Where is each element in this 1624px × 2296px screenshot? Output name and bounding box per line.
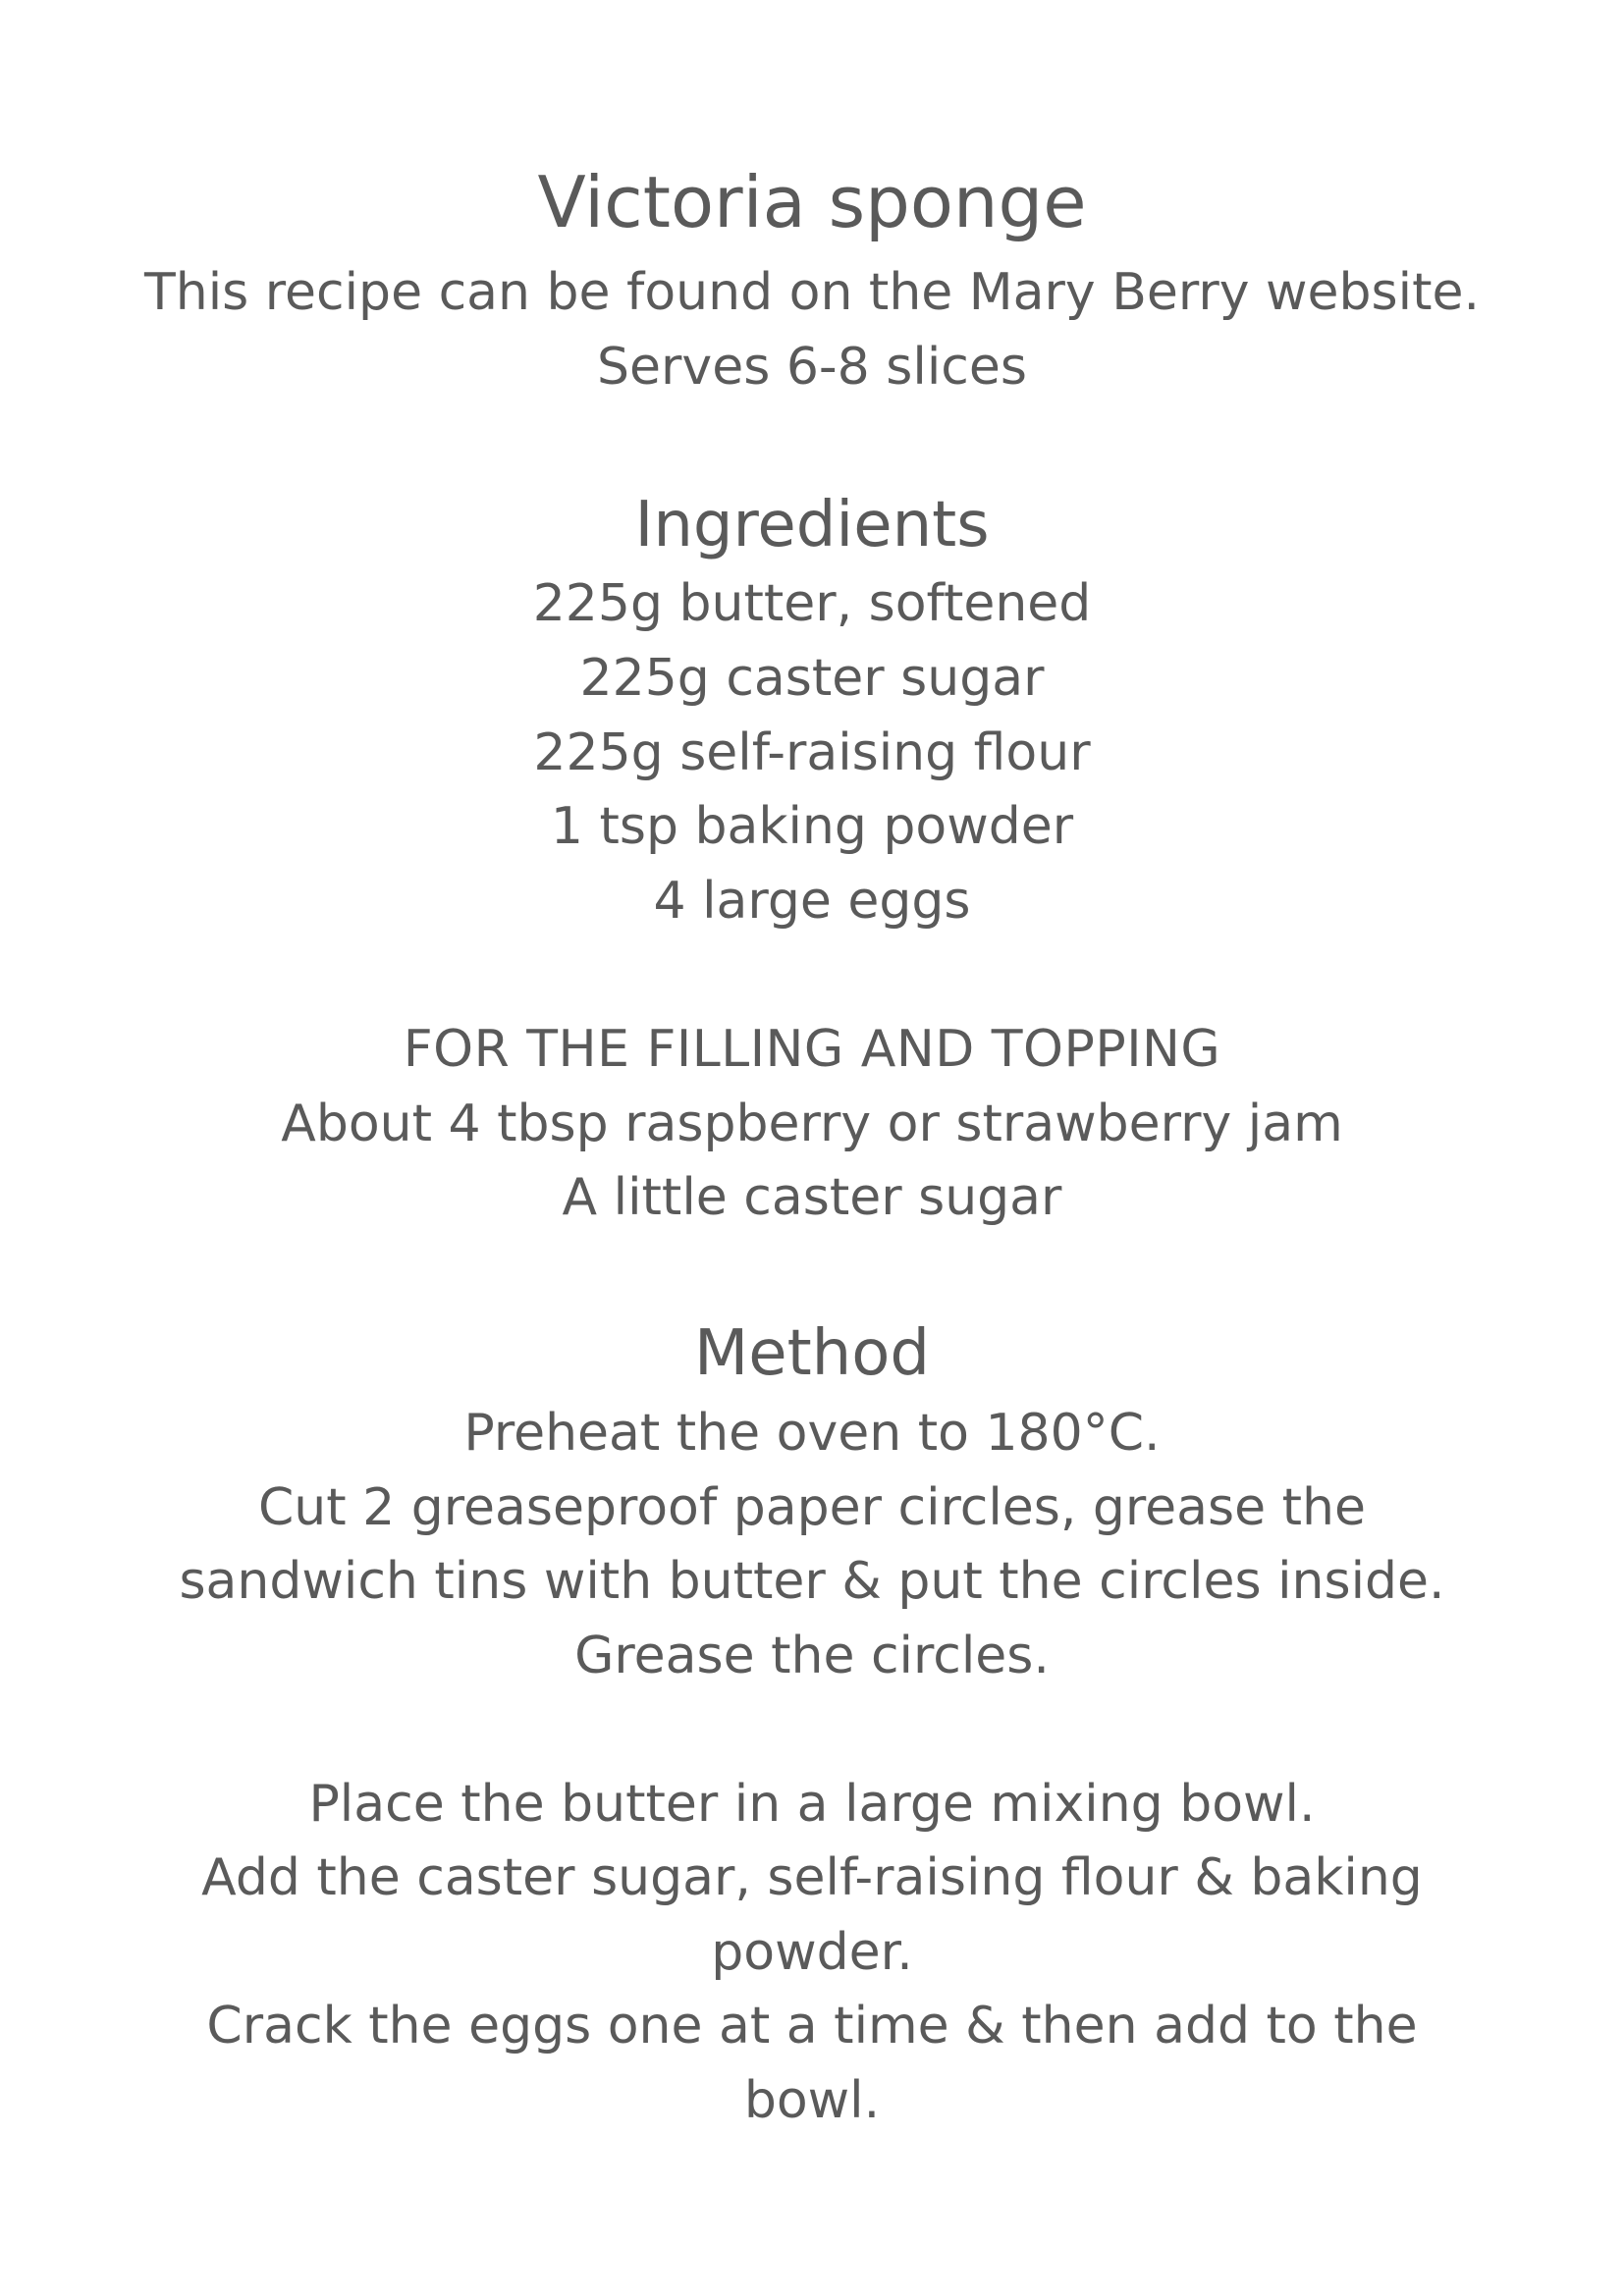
method-line: Place the butter in a large mixing bowl. — [308, 1775, 1316, 1834]
ingredient-item: 4 large eggs — [653, 872, 971, 931]
filling-heading: FOR THE FILLING AND TOPPING — [403, 1020, 1221, 1079]
method-line: Add the caster sugar, self-raising flour & baking — [201, 1848, 1423, 1907]
filling-item: A little caster sugar — [562, 1168, 1062, 1227]
serves-info: Serves 6-8 slices — [597, 338, 1027, 397]
method-line: Preheat the oven to 180°C. — [463, 1404, 1161, 1463]
ingredient-item: 225g caster sugar — [579, 649, 1045, 708]
ingredient-item: 225g butter, softened — [532, 574, 1092, 633]
method-line: sandwich tins with butter & put the circles inside. — [179, 1552, 1445, 1611]
ingredient-item: 225g self-raising flour — [533, 723, 1091, 782]
ingredients-heading: Ingredients — [634, 489, 990, 561]
method-line: Cut 2 greaseproof paper circles, grease the — [258, 1478, 1366, 1537]
method-line: bowl. — [743, 2071, 881, 2130]
recipe-title: Victoria sponge — [537, 161, 1087, 243]
method-line: powder. — [711, 1923, 913, 1982]
filling-item: About 4 tbsp raspberry or strawberry jam — [281, 1095, 1343, 1153]
method-line: Crack the eggs one at a time & then add to the — [206, 1997, 1418, 2056]
ingredient-item: 1 tsp baking powder — [550, 797, 1074, 856]
method-heading: Method — [693, 1317, 931, 1390]
source-note: This recipe can be found on the Mary Berry website. — [144, 263, 1480, 322]
method-line: Grease the circles. — [574, 1627, 1050, 1685]
